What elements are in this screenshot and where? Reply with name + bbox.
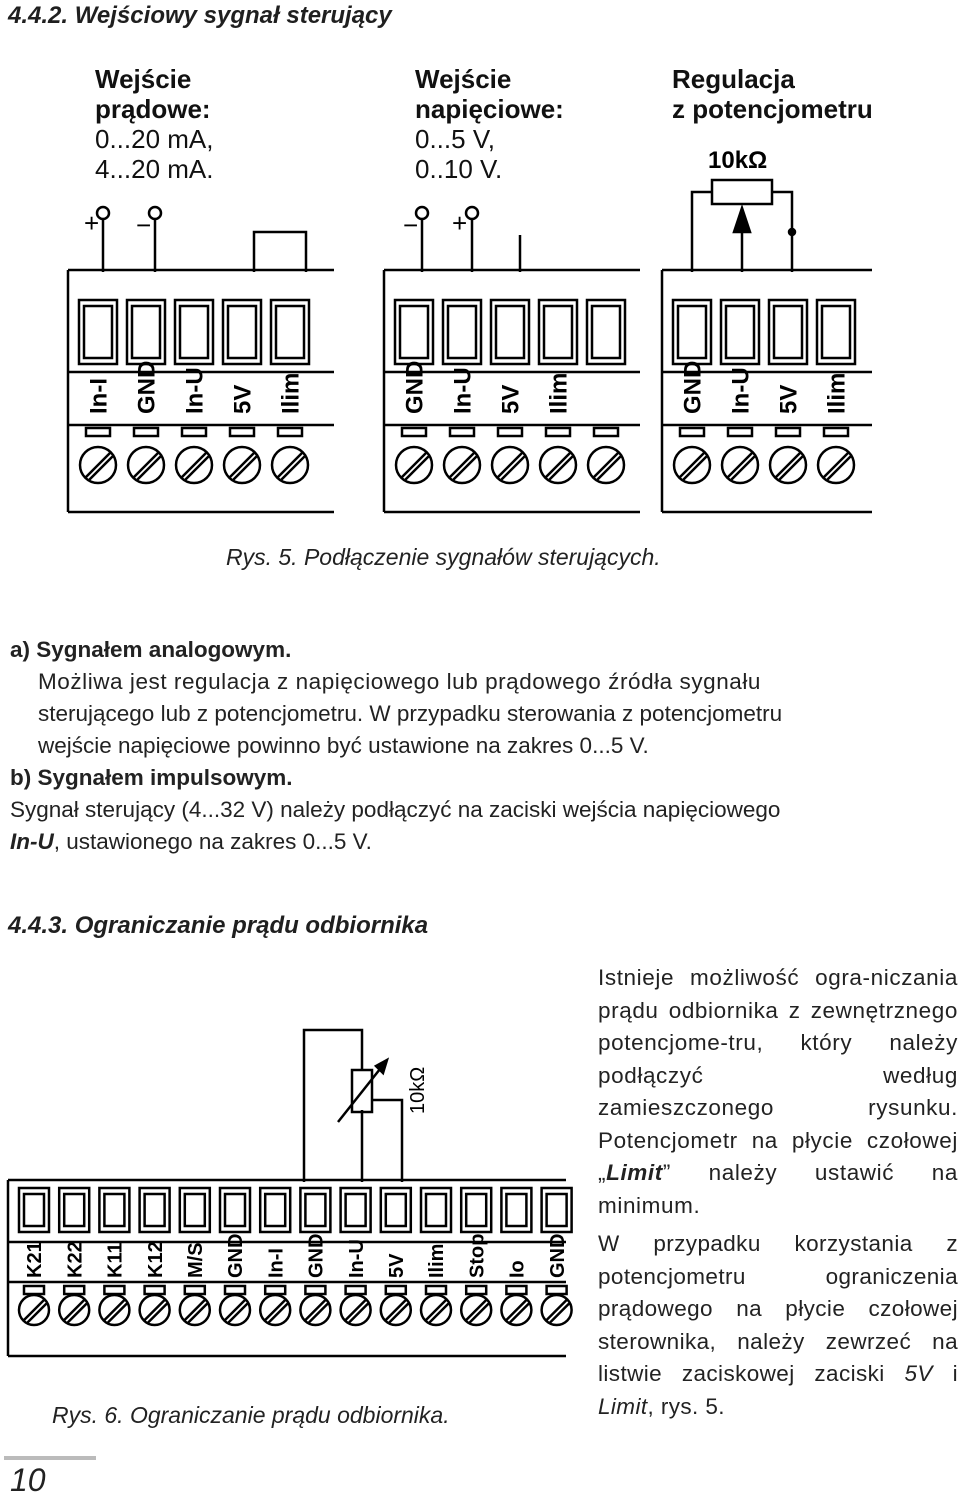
terminal-label: In-U xyxy=(181,367,209,414)
wire-entry-inner xyxy=(24,1194,44,1226)
screw-slot xyxy=(775,452,800,477)
wire-entry-inner xyxy=(104,1194,124,1226)
screw-slot xyxy=(277,452,302,477)
terminal-pad xyxy=(506,1286,526,1294)
terminal-label: GND xyxy=(133,360,161,414)
figure5-caption: Rys. 5. Podłączenie sygnałów sterujących. xyxy=(226,544,661,570)
screw-slot xyxy=(679,452,704,477)
terminal-pad xyxy=(225,1286,245,1294)
wire-entry-inner xyxy=(547,1194,567,1226)
text-span: i xyxy=(932,1361,958,1386)
screw-slot xyxy=(449,452,474,477)
bridge-wire xyxy=(254,232,306,272)
screw-slot xyxy=(233,456,256,479)
terminal-label: In-I xyxy=(265,1248,288,1278)
label-line: 4...20 mA. xyxy=(95,154,214,184)
terminal-label: Ilim xyxy=(277,372,305,414)
screw-slot xyxy=(137,456,160,479)
terminal-label: K22 xyxy=(64,1241,87,1278)
terminal-label: GND xyxy=(225,1233,248,1278)
screw-slot xyxy=(281,456,304,479)
pot-value-label: 10kΩ xyxy=(708,147,768,174)
wire-entry-inner xyxy=(265,1194,285,1226)
terminal-pad xyxy=(386,1286,406,1294)
terminal-pad xyxy=(450,428,474,436)
text-span: ” należy ustawić na minimum. xyxy=(598,1160,958,1218)
terminal-pad xyxy=(145,1286,165,1294)
terminal-pad xyxy=(546,428,570,436)
heading-impulse: b) Sygnałem impulsowym. xyxy=(10,765,293,790)
section-title-4-4-2: 4.4.2. Wejściowy sygnał sterujący xyxy=(8,2,392,29)
terminal-label: Stop xyxy=(466,1233,489,1278)
terminal-label: In-U xyxy=(727,367,755,414)
terminal-pad xyxy=(680,428,704,436)
wire-entry-inner xyxy=(448,306,476,358)
body-text-control-signal xyxy=(10,634,955,858)
label-line: Regulacja xyxy=(672,64,795,94)
side-paragraph-1 xyxy=(598,962,958,1222)
label-line: 0..10 V. xyxy=(415,154,503,184)
text-span: , rys. 5. xyxy=(647,1393,725,1419)
wire xyxy=(692,192,712,272)
terminal-label: Ilim xyxy=(426,1243,449,1278)
screw-slot xyxy=(823,452,848,477)
page-number-rule xyxy=(4,1456,96,1460)
terminal-pad xyxy=(185,1286,205,1294)
terminal-in-u: In-U xyxy=(10,829,54,854)
terminal-label: GND xyxy=(305,1233,328,1278)
wire-entry-inner xyxy=(822,306,850,358)
label-line: prądowe: xyxy=(95,94,211,124)
wire-entry-inner xyxy=(400,306,428,358)
minus-sign: − xyxy=(403,210,419,240)
wire-entry-inner xyxy=(132,306,160,358)
terminal-label: Io xyxy=(506,1260,529,1278)
wire-entry-inner xyxy=(386,1194,406,1226)
limit-keyword: Limit xyxy=(606,1160,663,1185)
wire-entry-inner xyxy=(592,306,620,358)
wire-entry-inner xyxy=(185,1194,205,1226)
terminal-label: M/S xyxy=(185,1242,207,1278)
label-line: 0...5 V, xyxy=(415,124,495,154)
wire-entry-inner xyxy=(305,1194,325,1226)
terminal-pad xyxy=(64,1286,84,1294)
terminal-pad xyxy=(824,428,848,436)
terminal-label: 5V xyxy=(775,384,803,414)
screw-slot xyxy=(229,452,254,477)
terminal-label: In-U xyxy=(449,367,477,414)
wire-entry-inner xyxy=(544,306,572,358)
terminal-label: Ilim xyxy=(823,372,851,414)
terminal-label: K12 xyxy=(144,1241,167,1278)
terminal-pad xyxy=(182,428,206,436)
screw-slot xyxy=(405,456,428,479)
terminal-pad xyxy=(104,1286,124,1294)
terminal-label: Ilim xyxy=(545,372,573,414)
plus-sign: + xyxy=(452,208,468,238)
wire xyxy=(372,1100,402,1182)
screw-slot xyxy=(453,456,476,479)
heading-analog: a) Sygnałem analogowym. xyxy=(10,637,292,662)
label-line: Wejście xyxy=(415,64,512,94)
screw-slot xyxy=(497,452,522,477)
label-line: 0...20 mA, xyxy=(95,124,214,154)
screw-slot xyxy=(593,452,618,477)
label-line: Wejście xyxy=(95,64,192,94)
figure6-wiring-diagram xyxy=(0,960,580,1380)
screw-slot xyxy=(85,452,110,477)
wire-entry-inner xyxy=(678,306,706,358)
paragraph-line: sterującego lub z potencjometru. W przypadku sterowania z potencjometru xyxy=(38,701,783,726)
screw-slot xyxy=(401,452,426,477)
wire-entry-inner xyxy=(346,1194,366,1226)
junction-dot xyxy=(789,229,795,235)
terminal-pad xyxy=(305,1286,325,1294)
side-paragraph-2 xyxy=(598,1228,958,1423)
terminal-pad xyxy=(86,428,110,436)
terminal-label: K11 xyxy=(104,1242,127,1278)
text-span: W przypadku korzystania z potencjometru ograniczenia prądowego na płycie czołowej sterownika, należy zewrzeć na listwie zaciskowej zaciski xyxy=(598,1231,958,1386)
label-line: napięciowe: xyxy=(415,94,564,124)
screw-slot xyxy=(731,456,754,479)
terminal-label: GND xyxy=(679,360,707,414)
screw-slot xyxy=(683,456,706,479)
paragraph-line: wejście napięciowe powinno być ustawione na zakres 0...5 V. xyxy=(38,733,649,758)
side-text-current-limit xyxy=(598,962,958,1429)
label-line: z potencjometru xyxy=(672,94,873,124)
terminal-pad xyxy=(134,428,158,436)
terminal-pad xyxy=(547,1286,567,1294)
wire-entry-inner xyxy=(426,1194,446,1226)
figure6-caption: Rys. 6. Ograniczanie prądu odbiornika. xyxy=(52,1402,450,1428)
minus-sign: − xyxy=(136,210,152,240)
screw-slot xyxy=(545,452,570,477)
terminal-pad xyxy=(346,1286,366,1294)
terminal-pad xyxy=(728,428,752,436)
plus-sign: + xyxy=(84,208,100,238)
terminal-label: K21 xyxy=(24,1241,47,1278)
terminal-pad xyxy=(402,428,426,436)
wire-entry-inner xyxy=(84,306,112,358)
terminal-label: 5V xyxy=(497,384,525,414)
wiper-arrow xyxy=(734,208,750,232)
screw-slot xyxy=(827,456,850,479)
screw-slot xyxy=(89,456,112,479)
terminal-pad xyxy=(230,428,254,436)
wire-entry-inner xyxy=(64,1194,84,1226)
terminal-pad xyxy=(594,428,618,436)
screw-slot xyxy=(597,456,620,479)
terminal-label: 5V xyxy=(229,384,257,414)
text-span: Istnieje możliwość ogra-niczania prądu odbiornika z zewnętrznego potencjome-tru, który należy podłączyć według zamieszczonego rysunku. Potencjometr na płycie czołowej „ xyxy=(598,965,958,1185)
screw-slot xyxy=(779,456,802,479)
page-number: 10 xyxy=(10,1462,46,1498)
screw-slot xyxy=(501,456,524,479)
terminal-5v: 5V xyxy=(904,1361,933,1386)
terminal-pad xyxy=(426,1286,446,1294)
terminal-pad xyxy=(498,428,522,436)
terminal-pad xyxy=(776,428,800,436)
terminal-label: GND xyxy=(401,360,429,414)
screw-slot xyxy=(185,456,208,479)
wire-entry-inner xyxy=(774,306,802,358)
screw-slot xyxy=(181,452,206,477)
terminal-limit: Limit xyxy=(598,1393,648,1419)
terminal-pad xyxy=(24,1286,44,1294)
figure5-wiring-diagram xyxy=(0,0,960,560)
wire-entry-inner xyxy=(225,1194,245,1226)
screw-slot xyxy=(727,452,752,477)
wire xyxy=(304,1030,362,1182)
paragraph-line xyxy=(10,826,955,858)
screw-slot xyxy=(549,456,572,479)
terminal-pad xyxy=(278,428,302,436)
terminal-pad xyxy=(466,1286,486,1294)
wire-entry-inner xyxy=(726,306,754,358)
terminal-label: 5V xyxy=(386,1253,408,1278)
terminal-label: In-I xyxy=(85,378,113,414)
wire-entry-inner xyxy=(276,306,304,358)
pot-value-label: 10kΩ xyxy=(407,1066,429,1114)
paragraph-line: Możliwa jest regulacja z napięciowego lub prądowego źródła sygnału xyxy=(38,669,761,694)
wire-entry-inner xyxy=(466,1194,486,1226)
wire-entry-inner xyxy=(506,1194,526,1226)
wire-entry-inner xyxy=(145,1194,165,1226)
terminal-label: GND xyxy=(546,1233,569,1278)
wire-entry-inner xyxy=(228,306,256,358)
text-span: , ustawionego na zakres 0...5 V. xyxy=(53,829,372,854)
input-pin-plus xyxy=(466,207,478,219)
paragraph-line: Sygnał sterujący (4...32 V) należy podłączyć na zaciski wejścia napięciowego xyxy=(10,797,781,822)
terminal-label: In-U xyxy=(345,1239,368,1278)
wire-entry-inner xyxy=(180,306,208,358)
screw-slot xyxy=(133,452,158,477)
wire-entry-inner xyxy=(496,306,524,358)
terminal-pad xyxy=(265,1286,285,1294)
potentiometer-body xyxy=(712,180,772,204)
section-title-4-4-3: 4.4.3. Ograniczanie prądu odbiornika xyxy=(8,912,429,939)
